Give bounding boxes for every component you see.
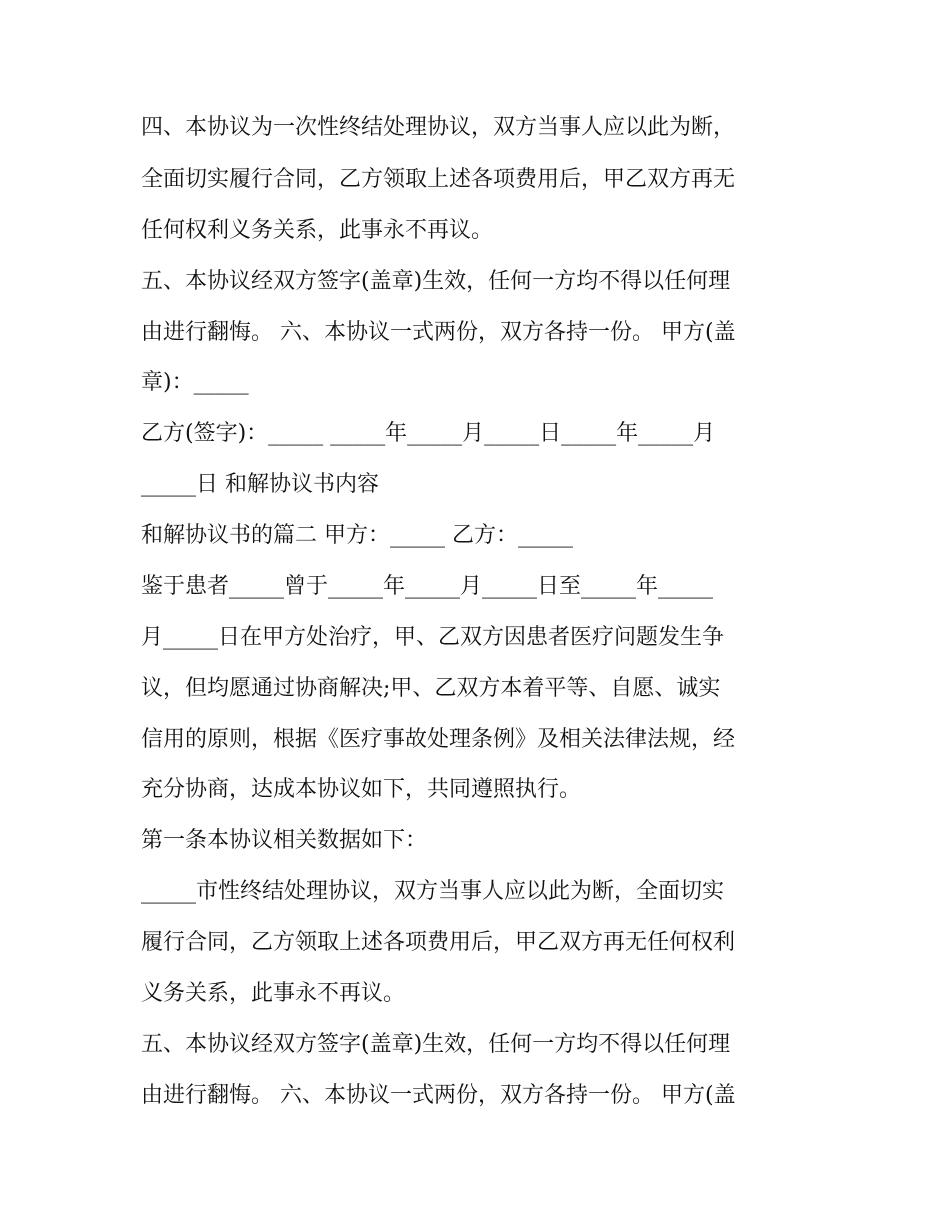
text-line: 履行合同，乙方领取上述各项费用后，甲乙双方再无任何权利 bbox=[141, 930, 736, 955]
text-line: 由进行翻悔。 六、本协议一式两份，双方各持一份。 甲方(盖 bbox=[141, 320, 736, 345]
text-line: 全面切实履行合同，乙方领取上述各项费用后，甲乙双方再无 bbox=[141, 167, 736, 192]
text-line: 议，但均愿通过协商解决;甲、乙双方本着平等、自愿、诚实 bbox=[141, 676, 721, 701]
text-line: 月_____日在甲方处治疗，甲、乙双方因患者医疗问题发生争 bbox=[141, 625, 725, 650]
text-line: 义务关系，此事永不再议。 bbox=[141, 981, 406, 1006]
text-line: 信用的原则，根据《医疗事故处理条例》及相关法律法规，经 bbox=[141, 727, 736, 752]
text-line: 第一条本协议相关数据如下： bbox=[141, 828, 428, 853]
text-line: 鉴于患者_____曾于_____年_____月_____日至_____年_____ bbox=[141, 574, 714, 599]
text-line: _____市性终结处理协议，双方当事人应以此为断，全面切实 bbox=[141, 879, 725, 904]
text-line: 和解协议书的篇二 甲方：_____ 乙方：_____ bbox=[141, 523, 573, 548]
text-line: 乙方(签字)：_____ _____年_____月_____日_____年_____月 bbox=[141, 421, 716, 446]
text-line: 五、本协议经双方签字(盖章)生效，任何一方均不得以任何理 bbox=[141, 269, 731, 294]
text-line: 任何权利义务关系，此事永不再议。 bbox=[141, 218, 494, 243]
text-line: 章)：_____ bbox=[141, 370, 249, 395]
text-line: 充分协商，达成本协议如下，共同遵照执行。 bbox=[141, 777, 582, 802]
text-line: _____日 和解协议书内容 bbox=[141, 472, 379, 497]
text-line: 五、本协议经双方签字(盖章)生效，任何一方均不得以任何理 bbox=[141, 1032, 731, 1057]
text-line: 由进行翻悔。 六、本协议一式两份，双方各持一份。 甲方(盖 bbox=[141, 1083, 736, 1108]
text-line: 四、本协议为一次性终结处理协议，双方当事人应以此为断， bbox=[141, 115, 736, 140]
